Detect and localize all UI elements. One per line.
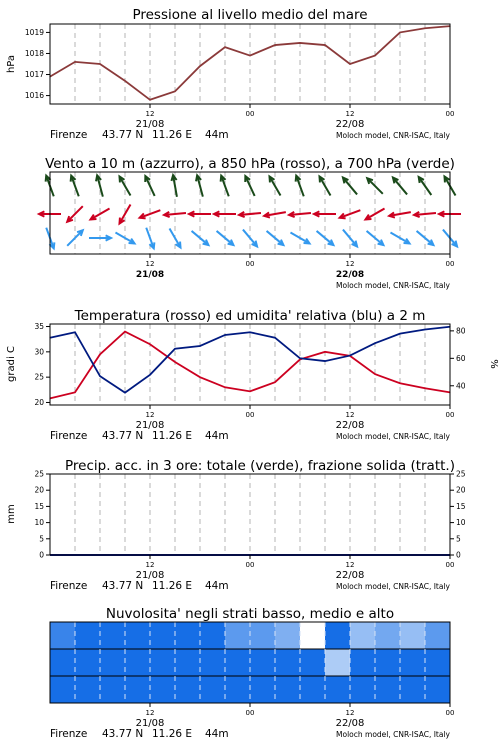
cloud-cell	[125, 622, 151, 650]
temperature-ytick-label: 35	[34, 322, 44, 332]
pressure-xtick-label: 12	[345, 110, 355, 118]
cloud-cell	[350, 676, 376, 704]
precip-xtick-label: 12	[345, 561, 355, 569]
temperature-point	[74, 392, 75, 393]
cloud-xtick-label: 00	[445, 709, 455, 717]
cloud-cell	[175, 622, 201, 650]
pressure-point	[99, 63, 100, 64]
temperature-date-label: 22/08	[335, 420, 365, 431]
wind-10m-arrow	[390, 233, 409, 244]
wind-xtick-label: 00	[245, 260, 255, 268]
temperature-location-lon: 11.26 E	[152, 430, 193, 442]
pressure-ytick-label: 1016	[24, 91, 44, 101]
cloud-cell	[75, 676, 101, 704]
humidity-point	[224, 334, 225, 335]
pressure-point	[424, 28, 425, 29]
cloud-cell	[425, 676, 451, 704]
humidity-ytick-label: 80	[456, 326, 466, 336]
cloud-cell	[225, 622, 251, 650]
wind-10m-arrow-shaft	[192, 231, 209, 245]
wind-10m-arrow-shaft	[317, 231, 334, 245]
wind-xtick-label: 12	[145, 260, 155, 268]
pressure-point	[149, 99, 150, 100]
cloud-cell	[50, 676, 76, 704]
wind-10m-arrow-shaft	[290, 233, 309, 244]
cloud-cell	[325, 676, 351, 704]
pressure-location-lon: 11.26 E	[152, 129, 193, 141]
wind-xtick-label: 00	[445, 260, 455, 268]
temperature-xtick-label: 00	[245, 411, 255, 419]
pressure-ytick-label: 1018	[24, 48, 44, 58]
cloud-cell	[175, 649, 201, 677]
temperature-title: Temperatura (rosso) ed umidita' relativa (blu) a 2 m	[74, 308, 426, 324]
temperature-point	[174, 361, 175, 362]
cloud-cell	[350, 649, 376, 677]
cloud-cell	[75, 649, 101, 677]
pressure-point	[374, 55, 375, 56]
cloud-model-credit: Moloch model, CNR-ISAC, Italy	[336, 730, 450, 739]
cloud-location-lat: 43.77 N	[102, 728, 144, 740]
cloud-cell	[325, 622, 351, 650]
cloud-cell	[225, 676, 251, 704]
precip-date-label: 21/08	[135, 570, 165, 581]
wind-10m-arrow-shaft	[115, 233, 134, 244]
wind-700-arrow	[196, 175, 203, 196]
temperature-ytick-label: 30	[34, 347, 44, 357]
precip-location-alt: 44m	[205, 580, 229, 592]
cloud-cell	[250, 676, 276, 704]
precip-xtick-label: 00	[245, 561, 255, 569]
pressure-xtick-label: 12	[145, 110, 155, 118]
cloud-date-label: 22/08	[335, 718, 365, 729]
humidity-point	[349, 355, 350, 356]
humidity-point	[99, 376, 100, 377]
humidity-ytick-label: 60	[456, 353, 466, 363]
precip-location-lat: 43.77 N	[102, 580, 144, 592]
wind-xtick-label: 12	[345, 260, 355, 268]
precip-ytick-label: 10	[34, 518, 44, 528]
pressure-location-lat: 43.77 N	[102, 129, 144, 141]
cloud-cell	[100, 676, 126, 704]
cloud-xtick-label: 12	[145, 709, 155, 717]
cloud-cell	[375, 649, 401, 677]
precip-location-lon: 11.26 E	[152, 580, 193, 592]
wind-10m-arrow	[267, 231, 284, 245]
temperature-point	[299, 359, 300, 360]
temperature-xtick-label: 12	[345, 411, 355, 419]
cloud-cell	[50, 622, 76, 650]
cloud-cell	[275, 649, 301, 677]
pressure-point	[274, 44, 275, 45]
wind-10m-arrow-shaft	[367, 231, 384, 245]
cloud-cell	[125, 649, 151, 677]
wind-10m-arrow-shaft	[343, 230, 357, 247]
wind-10m-arrow	[115, 233, 134, 244]
cloud-cell	[250, 649, 276, 677]
wind-10m-arrow	[67, 230, 83, 246]
cloud-cell	[150, 649, 176, 677]
cloud-cell	[75, 622, 101, 650]
humidity-point	[199, 345, 200, 346]
cloud-location-alt: 44m	[205, 728, 229, 740]
precip-ytick-label-right: 25	[456, 469, 466, 479]
cloud-cell	[125, 676, 151, 704]
wind-10m-arrow	[243, 230, 257, 247]
wind-700-arrow	[96, 175, 103, 196]
precip-model-credit: Moloch model, CNR-ISAC, Italy	[336, 582, 450, 591]
cloud-cell	[300, 649, 326, 677]
cloud-cell	[300, 676, 326, 704]
wind-10m-arrow-shaft	[67, 230, 83, 246]
temperature-point	[224, 387, 225, 388]
wind-10m-arrow-shaft	[217, 231, 234, 245]
temperature-xtick-label: 00	[445, 411, 455, 419]
pressure-point	[74, 61, 75, 62]
cloud-title: Nuvolosita' negli strati basso, medio e alto	[105, 606, 395, 622]
pressure-model-credit: Moloch model, CNR-ISAC, Italy	[336, 131, 450, 140]
humidity-point	[374, 343, 375, 344]
pressure-point	[349, 63, 350, 64]
precip-ytick-label: 15	[34, 501, 44, 511]
temperature-point	[424, 388, 425, 389]
temperature-point	[149, 344, 150, 345]
pressure-point	[399, 32, 400, 33]
humidity-point	[249, 332, 250, 333]
pressure-location-name: Firenze	[50, 129, 88, 141]
cloud-cell	[325, 649, 351, 677]
precip-ytick-label: 20	[34, 485, 44, 495]
precip-ytick-label: 0	[39, 550, 44, 560]
pressure-point	[174, 91, 175, 92]
pressure-date-label: 22/08	[335, 119, 365, 130]
cloud-cell	[375, 676, 401, 704]
cloud-cell	[275, 676, 301, 704]
precip-ylabel: mm	[6, 504, 17, 524]
cloud-cell	[50, 649, 76, 677]
wind-700-arrow	[171, 175, 176, 197]
temperature-location-name: Firenze	[50, 430, 88, 442]
cloud-cell	[400, 676, 426, 704]
cloud-cell	[425, 649, 451, 677]
cloud-cell	[175, 676, 201, 704]
precip-ytick-label-right: 15	[456, 501, 466, 511]
temperature-xtick-label: 12	[145, 411, 155, 419]
pressure-location-alt: 44m	[205, 129, 229, 141]
cloud-cell	[225, 649, 251, 677]
pressure-xtick-label: 00	[245, 110, 255, 118]
precip-ytick-label: 25	[34, 469, 44, 479]
temperature-point	[374, 374, 375, 375]
wind-model-credit: Moloch model, CNR-ISAC, Italy	[336, 281, 450, 290]
cloud-xtick-label: 00	[245, 709, 255, 717]
temperature-point	[249, 391, 250, 392]
temperature-point	[124, 331, 125, 332]
temperature-point	[199, 377, 200, 378]
temperature-point	[99, 354, 100, 355]
cloud-cell	[150, 676, 176, 704]
wind-10m-arrow	[343, 230, 357, 247]
temperature-ytick-label: 25	[34, 372, 44, 382]
wind-10m-arrow	[317, 231, 334, 245]
wind-10m-arrow-shaft	[243, 230, 257, 247]
precip-date-label: 22/08	[335, 570, 365, 581]
humidity-point	[399, 333, 400, 334]
humidity-point	[274, 337, 275, 338]
cloud-cell	[275, 622, 301, 650]
pressure-title: Pressione al livello medio del mare	[132, 7, 368, 23]
temperature-point	[399, 383, 400, 384]
pressure-ylabel: hPa	[6, 54, 17, 74]
precip-location-name: Firenze	[50, 580, 88, 592]
wind-10m-arrow	[417, 231, 434, 245]
precip-ytick-label-right: 20	[456, 485, 466, 495]
wind-10m-arrow-shaft	[417, 231, 434, 245]
cloud-location-lon: 11.26 E	[152, 728, 193, 740]
pressure-ytick-label: 1019	[24, 27, 44, 37]
cloud-cell	[300, 622, 326, 650]
precip-xtick-label: 12	[145, 561, 155, 569]
precip-xtick-label: 00	[445, 561, 455, 569]
cloud-cell	[100, 622, 126, 650]
wind-10m-arrow	[217, 231, 234, 245]
pressure-point	[124, 80, 125, 81]
pressure-point	[324, 44, 325, 45]
cloud-cell	[150, 622, 176, 650]
precip-ytick-label-right: 5	[456, 534, 461, 544]
wind-10m-arrow	[367, 231, 384, 245]
humidity-point	[299, 358, 300, 359]
precip-title: Precip. acc. in 3 ore: totale (verde), frazione solida (tratt.)	[65, 458, 455, 474]
cloud-cell	[200, 649, 226, 677]
wind-10m-arrow-shaft	[267, 231, 284, 245]
cloud-cell	[425, 622, 451, 650]
cloud-cell	[400, 649, 426, 677]
pressure-xtick-label: 00	[445, 110, 455, 118]
pressure-date-label: 21/08	[135, 119, 165, 130]
wind-date-label: 22/08	[335, 270, 365, 280]
humidity-ylabel: %	[488, 359, 499, 369]
pressure-point	[299, 42, 300, 43]
pressure-point	[224, 47, 225, 48]
precip-ytick-label: 5	[39, 534, 44, 544]
temperature-model-credit: Moloch model, CNR-ISAC, Italy	[336, 432, 450, 441]
wind-10m-arrow	[192, 231, 209, 245]
cloud-xtick-label: 12	[345, 709, 355, 717]
humidity-point	[424, 329, 425, 330]
humidity-point	[124, 392, 125, 393]
temperature-point	[274, 382, 275, 383]
cloud-cell	[400, 622, 426, 650]
humidity-point	[149, 374, 150, 375]
humidity-point	[174, 348, 175, 349]
precip-ytick-label-right: 0	[456, 550, 461, 560]
humidity-point	[324, 360, 325, 361]
temperature-point	[324, 351, 325, 352]
temperature-date-label: 21/08	[135, 420, 165, 431]
wind-10m-arrow-shaft	[390, 233, 409, 244]
cloud-date-label: 21/08	[135, 718, 165, 729]
cloud-cell	[200, 676, 226, 704]
cloud-cell	[375, 622, 401, 650]
cloud-cell	[100, 649, 126, 677]
humidity-point	[74, 332, 75, 333]
wind-date-label: 21/08	[135, 270, 165, 280]
pressure-ytick-label: 1017	[24, 70, 44, 80]
temperature-ylabel: gradi C	[6, 346, 17, 382]
cloud-cell	[200, 622, 226, 650]
temperature-location-lat: 43.77 N	[102, 430, 144, 442]
pressure-point	[199, 66, 200, 67]
temperature-location-alt: 44m	[205, 430, 229, 442]
cloud-cell	[350, 622, 376, 650]
wind-title: Vento a 10 m (azzurro), a 850 hPa (rosso), a 700 hPa (verde)	[45, 156, 455, 172]
temperature-ytick-label: 20	[34, 397, 44, 407]
wind-10m-arrow	[290, 233, 309, 244]
humidity-ytick-label: 40	[456, 381, 466, 391]
cloud-cell	[250, 622, 276, 650]
cloud-location-name: Firenze	[50, 728, 88, 740]
precip-ytick-label-right: 10	[456, 518, 466, 528]
pressure-point	[249, 55, 250, 56]
